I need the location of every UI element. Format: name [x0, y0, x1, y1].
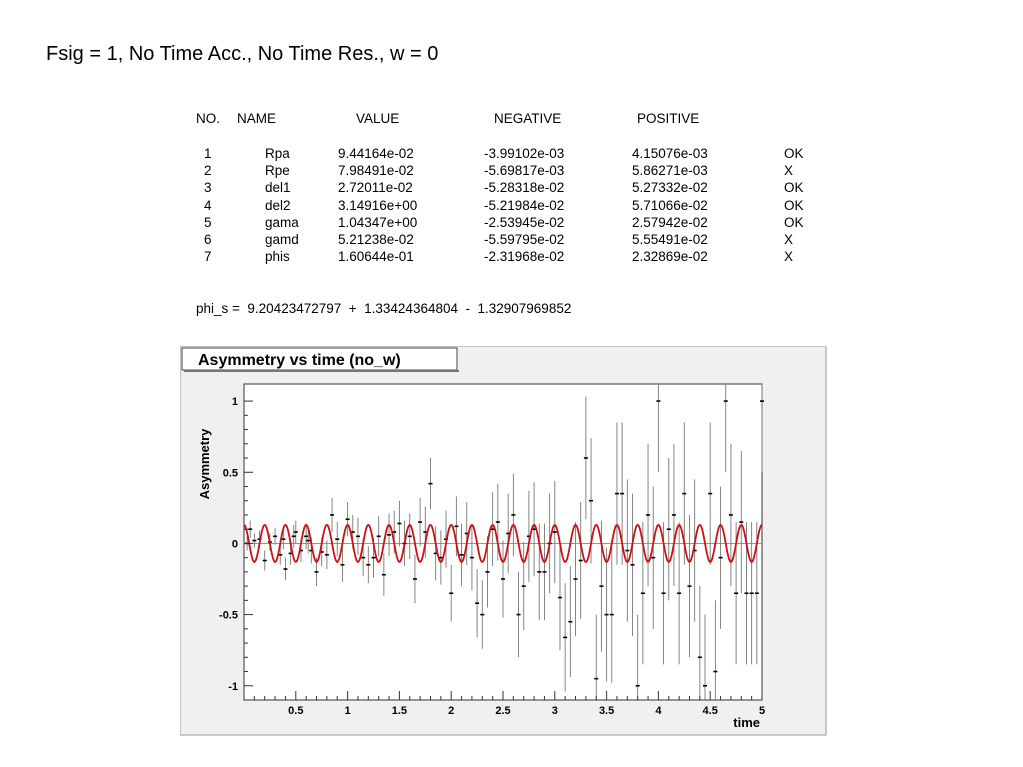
- y-tick-label: 1: [231, 396, 238, 409]
- cell-value: 7.98491e-02: [338, 163, 414, 179]
- cell-status: OK: [784, 197, 804, 213]
- cell-name: gama: [265, 214, 299, 230]
- cell-name: Rpa: [265, 146, 290, 161]
- cell-name: del2: [265, 197, 291, 213]
- cell-positive: 5.71066e-02: [632, 197, 708, 213]
- header-value: VALUE: [356, 111, 400, 126]
- y-tick-label: 0: [231, 538, 238, 551]
- x-tick-label: 3.5: [598, 705, 615, 717]
- cell-status: OK: [784, 146, 804, 161]
- cell-value: 5.21238e-02: [338, 232, 414, 247]
- cell-negative: -5.21984e-02: [484, 197, 565, 213]
- phi-s-summary: phi_s = 9.20423472797 + 1.33424364804 - 1.32907969852: [196, 301, 572, 316]
- cell-no: 7: [204, 249, 212, 265]
- x-tick-label: 4: [655, 705, 662, 717]
- y-axis-label: Asymmetry: [197, 428, 212, 500]
- cell-status: X: [784, 249, 794, 265]
- cell-positive: 5.55491e-02: [632, 232, 708, 247]
- cell-value: 1.04347e+00: [338, 214, 418, 230]
- header-positive: POSITIVE: [637, 111, 700, 126]
- cell-status: X: [784, 163, 794, 179]
- cell-negative: -5.59795e-02: [484, 232, 565, 247]
- header-name: NAME: [237, 111, 277, 126]
- x-tick-label: 1.5: [391, 705, 408, 717]
- cell-status: OK: [784, 180, 804, 196]
- header-no: NO.: [196, 111, 221, 126]
- chart-title: Asymmetry vs time (no_w): [198, 352, 401, 369]
- cell-positive: 5.27332e-02: [632, 180, 708, 196]
- cell-status: X: [784, 232, 794, 247]
- cell-name: Rpe: [265, 163, 290, 179]
- cell-negative: -2.53945e-02: [484, 214, 565, 230]
- cell-negative: -5.69817e-03: [484, 163, 565, 179]
- x-tick-label: 3: [551, 705, 558, 717]
- x-tick-label: 2: [448, 705, 455, 717]
- x-axis-label: time: [733, 715, 760, 730]
- x-tick-label: 5: [758, 705, 766, 717]
- y-tick-label: 0.5: [222, 467, 238, 480]
- cell-no: 2: [204, 163, 212, 179]
- x-tick-label: 4.5: [702, 705, 718, 717]
- cell-status: OK: [784, 214, 804, 230]
- cell-name: gamd: [265, 232, 299, 247]
- cell-no: 1: [204, 146, 212, 161]
- x-tick-label: 1: [344, 705, 351, 717]
- cell-value: 9.44164e-02: [338, 146, 414, 161]
- cell-name: phis: [265, 249, 290, 265]
- cell-negative: -2.31968e-02: [484, 249, 565, 265]
- x-tick-label: 2.5: [495, 705, 511, 717]
- cell-negative: -5.28318e-02: [484, 180, 565, 196]
- y-tick-label: -0.5: [219, 609, 238, 622]
- cell-value: 1.60644e-01: [338, 249, 414, 265]
- cell-no: 4: [204, 197, 212, 213]
- cell-no: 6: [204, 232, 212, 247]
- cell-positive: 4.15076e-03: [632, 146, 708, 161]
- slide-title: Fsig = 1, No Time Acc., No Time Res., w = 0: [46, 43, 439, 65]
- cell-negative: -3.99102e-03: [484, 146, 565, 161]
- cell-no: 3: [204, 180, 212, 196]
- cell-name: del1: [265, 180, 291, 196]
- cell-no: 5: [204, 214, 212, 230]
- y-tick-label: -1: [228, 680, 238, 693]
- x-tick-label: 0.5: [288, 705, 304, 717]
- cell-positive: 5.86271e-03: [632, 163, 708, 179]
- cell-positive: 2.32869e-02: [632, 249, 708, 265]
- header-negative: NEGATIVE: [494, 111, 562, 126]
- cell-value: 3.14916e+00: [338, 197, 418, 213]
- cell-value: 2.72011e-02: [338, 180, 413, 196]
- asymmetry-chart: [180, 346, 827, 736]
- cell-positive: 2.57942e-02: [632, 214, 708, 230]
- chart-title-shadow: [184, 370, 459, 372]
